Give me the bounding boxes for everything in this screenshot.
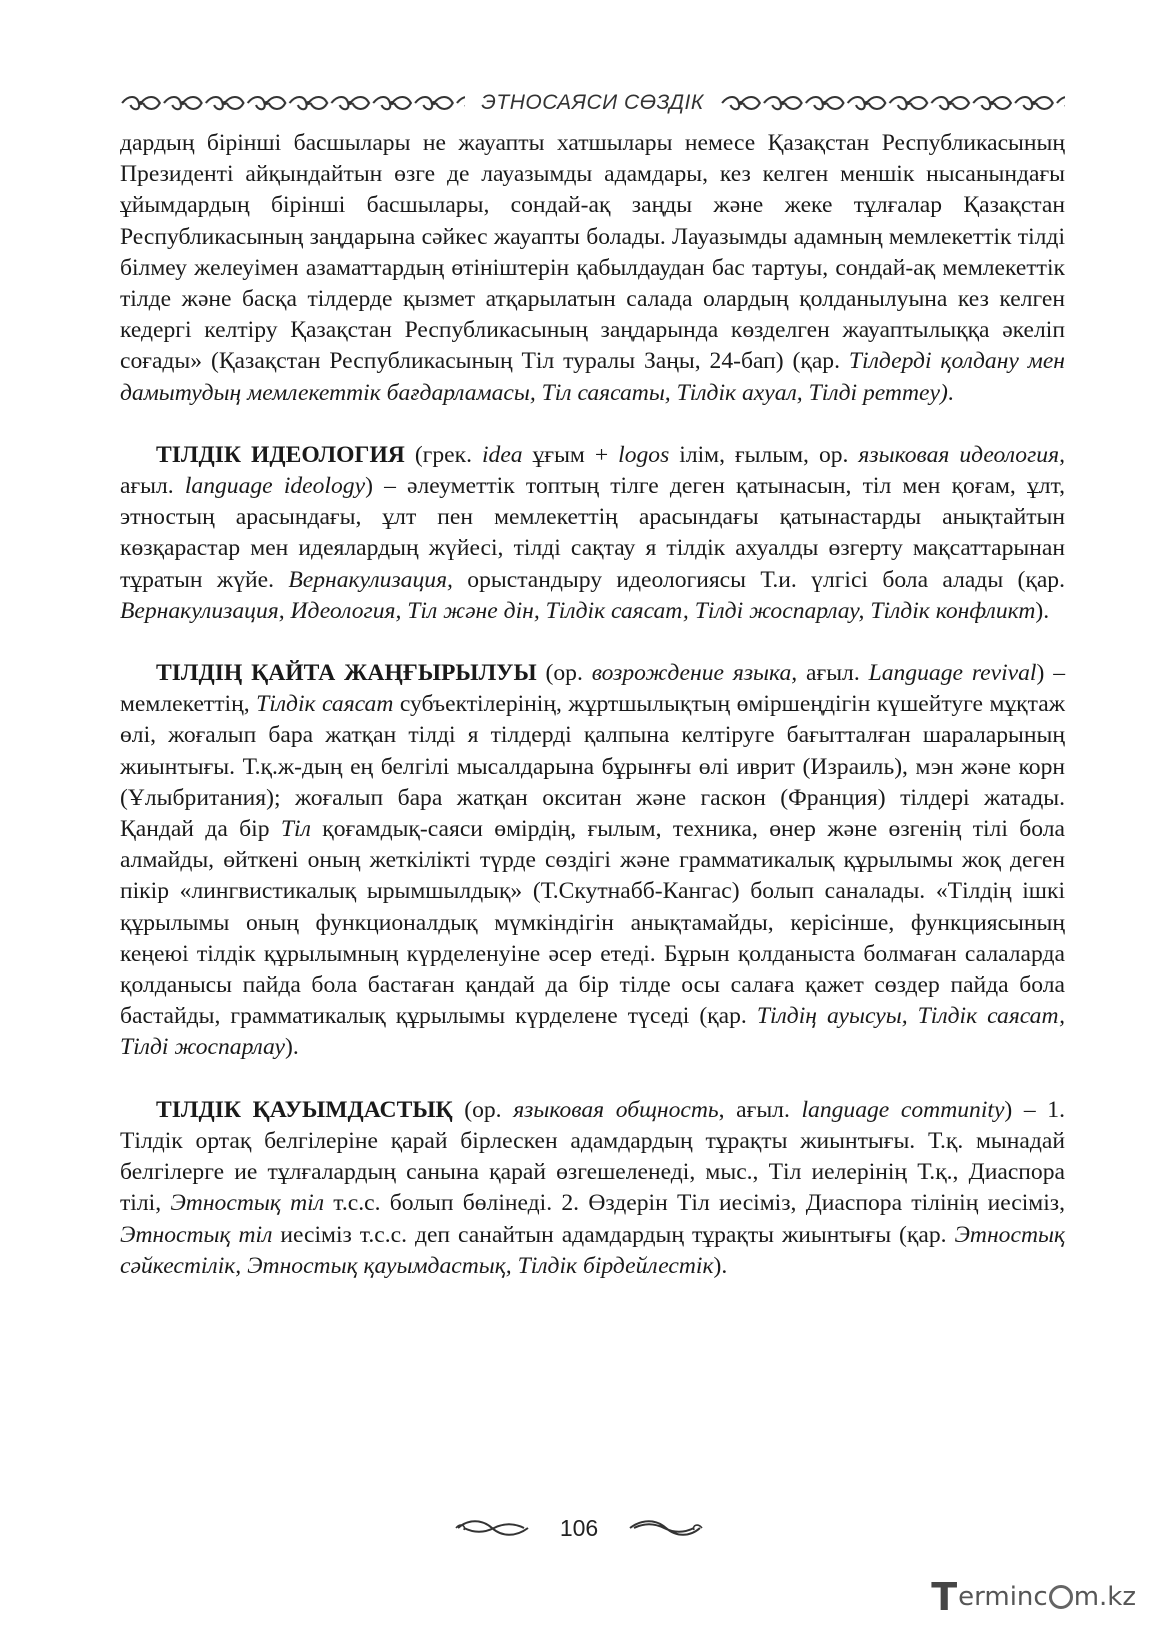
italic-text: языковая общность bbox=[513, 1096, 719, 1123]
italic-text: Этностық тіл bbox=[120, 1221, 273, 1248]
termincom-watermark: T ermin c m.kz bbox=[931, 1575, 1136, 1619]
italic-text: language ideology bbox=[184, 473, 366, 500]
text-run: ). bbox=[1035, 597, 1050, 624]
footer-ornament-right bbox=[624, 1517, 704, 1539]
header-title: ЭТНОСАЯСИ СӨЗДІК bbox=[481, 91, 704, 114]
italic-text: logos bbox=[618, 441, 670, 468]
footer-ornament-left bbox=[454, 1517, 534, 1539]
text-run: субъектілерінің, жұртшылықтың өміршеңдігін күшейтуге мұқтаж өлі, жоғалып бара жатқан тілді я тілдерді қалпына келтіруге бағытталған шараларының жиынтығы. Т.қ.ж-дың ең белгілі мысалдарына бұрынғы өлі иврит (Израиль), мэн және корн (Ұлыбритания); жоғалып бара жатқан окситан және гаскон (Франция) тілдері жатады. Қандай да бір bbox=[120, 691, 1066, 843]
page-body bbox=[120, 128, 1065, 1282]
text-run: иесіміз т.с.с. деп санайтын адамдардың тұрақты жиынтығы (қар. bbox=[272, 1221, 955, 1248]
italic-text: Тілдік саясат bbox=[256, 691, 394, 718]
text-run: ). bbox=[713, 1252, 728, 1279]
text-run: қоғамдық-саяси өмірдің, ғылым, техника, өнер және өзгенің тілі бола алмайды, өйткені оның жеткілікті түрде сөздігі және грамматикалық құрылымы жоқ деген пікір «лингвистикалық ырымшылдық» (Т.Скутнабб-Кангас) болып саналады. «Тілдің ішкі құрылымы оның функционалдық мүмкіндігін анықтамайды, керісінше, функциясының кеңеюі тілдік құрылымның күрделенуіне әсер етеді. Бұрын қолданыста болмаған салаларда қолданысы пайда бола бастаған қандай да бір тілде осы салаға қажет сөздер пайда бола бастайды, грамматикалық құрылымы күрделене түседі (қар. bbox=[120, 816, 1065, 1030]
italic-text: idea bbox=[481, 441, 523, 468]
text-run: дардың бірінші басшылары не жауапты хатшылары немесе Қазақстан Республикасының Президенті айқындайтын өзге де лауазымды адамдары, кез келген меншік нысанындағы ұйымдардың бірінші басшылары, сондай-ақ заңды және жеке тұлғалар Қазақстан Республикасының заңдарына сәйкес жауапты болады. Лауазымды адамның мемлекеттік тілді білмеу желеуімен азаматтардың өтініштерін қабылдаудан бас тартуы, сондай-ақ мемлекеттік тілде және басқа тілдерде қызмет атқарылатын салада олардың қолданылуына кез келген кедергі келтіру Қазақстан Республикасының заңдарында көзделген жауаптылыққа әкеліп соғады» (Қазақстан Республикасының Тіл туралы Заңы, 24-бап) (қар. bbox=[120, 130, 1065, 375]
italic-text: возрождение языка, bbox=[591, 660, 798, 687]
text-run: ) – әлеуметтік топтың тілге деген қатынасын, тіл мен қоғам, ұлт, этностың арасындағы, ұлт пен мемлекеттің арасындағы қатынастарды анықтайтын көзқарастар мен идеялардың жүйесі, тілді сақтау я тілдік ахуалды өзгерту мақсаттарынан тұратын жүйе. bbox=[120, 473, 1065, 593]
text-run: , ағыл. bbox=[718, 1096, 802, 1123]
page-footer bbox=[0, 1508, 1158, 1548]
continued-paragraph bbox=[120, 128, 1065, 409]
text-run: ағыл. bbox=[797, 660, 869, 687]
text-run: . bbox=[947, 379, 954, 406]
italic-text: Тілдерді қолдану мен дамытудың мемлекеттік бағдарламасы, Тіл саясаты, Тілдік ахуал, Тілді реттеу) bbox=[120, 348, 1066, 406]
text-run: ағыл. bbox=[120, 473, 185, 500]
entry-term: ТІЛДІК ИДЕОЛОГИЯ bbox=[156, 441, 405, 468]
text-run: орыстандыру идеологиясы Т.и. үлгісі бола алады (қар. bbox=[452, 566, 1065, 593]
text-run: (ор. bbox=[452, 1096, 514, 1123]
italic-text: Этностық тіл bbox=[170, 1190, 325, 1217]
page-number: 106 bbox=[559, 1514, 599, 1541]
entry-term: ТІЛДІҢ ҚАЙТА ЖАҢҒЫРЫЛУЫ bbox=[156, 660, 537, 687]
text-run: (грек. bbox=[404, 441, 482, 468]
text-run: ) – 1. Тілдік ортақ белгілеріне қарай бірлескен адамдардың тұрақты жиынтығы. Т.қ. мынадай белгілерге ие тұлғалардың санына қарай өзгешеленеді, мыс., Тіл иелерінің Т.қ., Диаспора тілі, bbox=[120, 1096, 1065, 1217]
italic-text: языковая идеология, bbox=[858, 441, 1065, 468]
text-run: (ор. bbox=[536, 660, 592, 687]
italic-text: Этностық сәйкестілік, Этностық қауымдастық, Тілдік бірдейлестік bbox=[120, 1221, 1065, 1279]
text-run: ұғым + bbox=[522, 441, 619, 468]
header-ornament-left bbox=[120, 93, 465, 113]
italic-text: Вернакулизация, Идеология, Тіл және дін, Тілдік саясат, Тілді жоспарлау, Тілдік конфликт bbox=[120, 597, 1036, 624]
italic-text: Тілдің ауысуы, Тілдік саясат, Тілді жоспарлау bbox=[120, 1003, 1065, 1061]
italic-text: Тіл bbox=[280, 816, 311, 843]
italic-text: Вернакулизация, bbox=[288, 566, 453, 593]
text-run: т.с.с. болып бөлінеді. 2. Өздерін Тіл иесіміз, Диаспора тілінің иесіміз, bbox=[324, 1190, 1065, 1217]
watermark-o-icon bbox=[1049, 1585, 1073, 1609]
text-run: ілім, ғылым, ор. bbox=[669, 441, 859, 468]
header-ornament-right bbox=[720, 93, 1065, 113]
dictionary-entry bbox=[120, 1095, 1065, 1282]
italic-text: Language revival bbox=[868, 660, 1037, 687]
text-run: ) – мемлекеттің, bbox=[120, 660, 1065, 718]
running-header bbox=[120, 86, 1065, 120]
text-run: ). bbox=[285, 1034, 299, 1061]
italic-text: language community bbox=[801, 1096, 1005, 1123]
dictionary-entry bbox=[120, 440, 1065, 627]
dictionary-entry bbox=[120, 658, 1065, 1064]
entry-term: ТІЛДІК ҚАУЫМДАСТЫҚ bbox=[156, 1096, 453, 1123]
